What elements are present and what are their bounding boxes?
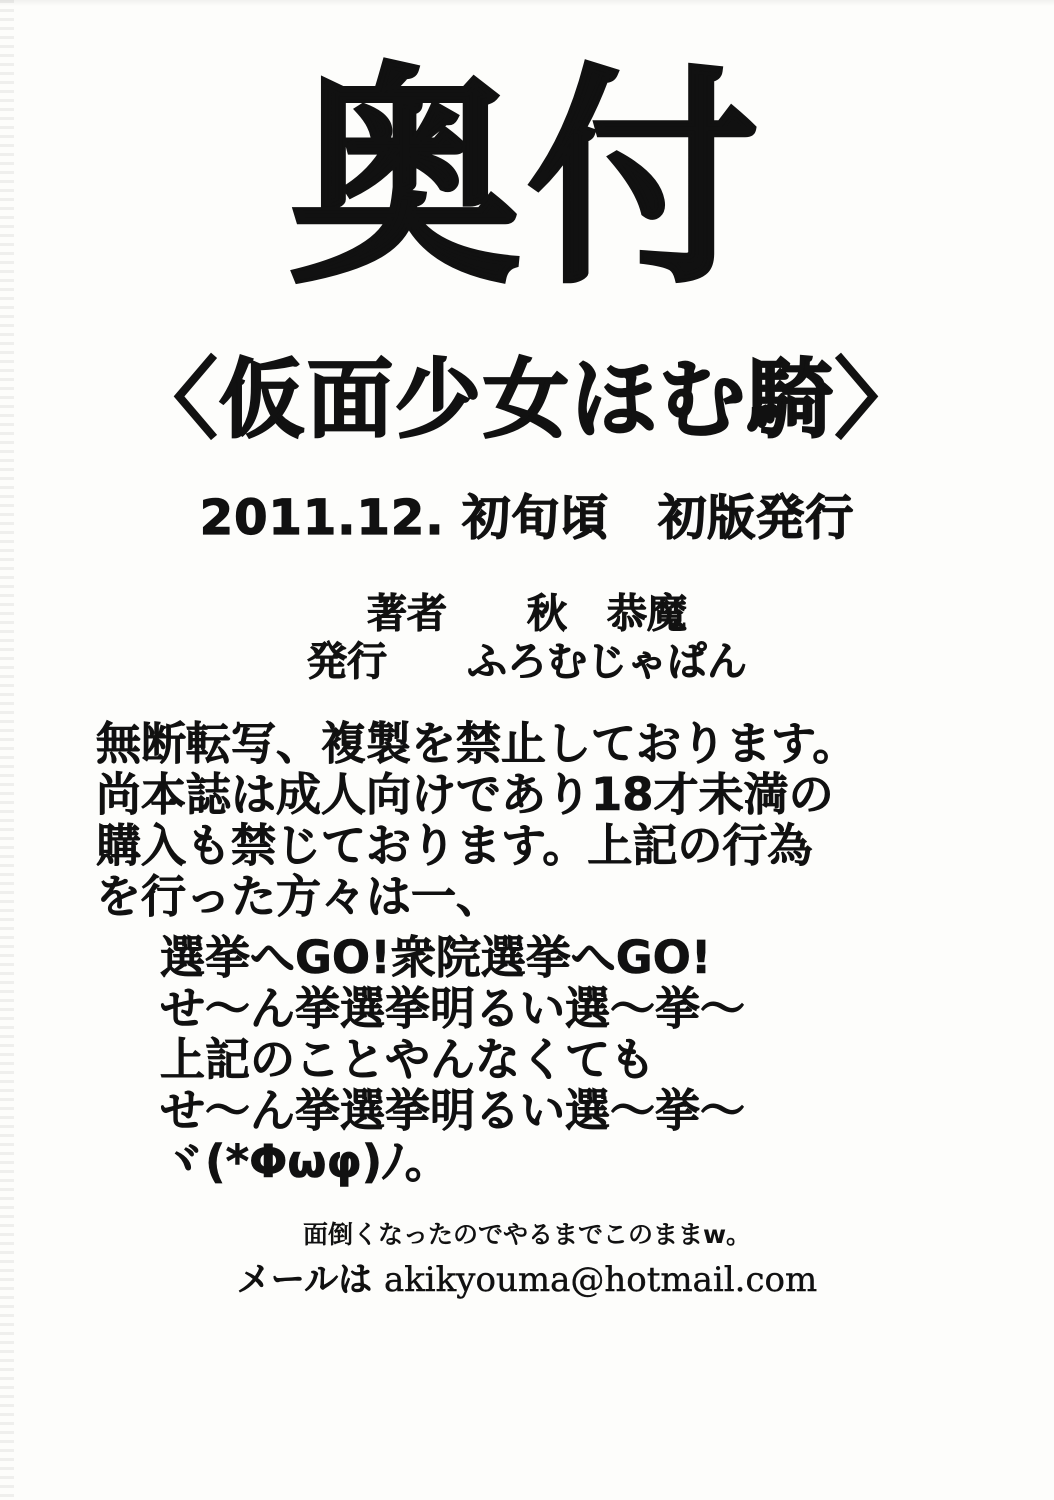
notice-line: 無断転写、複製を禁止しております。 bbox=[96, 717, 858, 770]
footnote-text: 面倒くなったのでやるまでこのままw。 bbox=[302, 1220, 752, 1249]
mail-label: メールは bbox=[236, 1260, 373, 1300]
chant-emoticon: ヾ(*Φωφ)ﾉ。 bbox=[160, 1135, 450, 1188]
credit-publisher: 発行 ふろむじゃぱん bbox=[307, 639, 747, 685]
chant-block bbox=[160, 932, 960, 1187]
notice-line: 尚本誌は成人向けであり18才未満の bbox=[96, 768, 834, 821]
notice-line: 購入も禁じております。上記の行為 bbox=[96, 819, 813, 872]
chant-line: 選挙へGO!衆院選挙へGO! bbox=[160, 931, 712, 984]
chant-line: せ〜ん挙選挙明るい選〜挙〜 bbox=[160, 1084, 746, 1137]
credits-block bbox=[0, 590, 1054, 686]
chant-line: 上記のことやんなくても bbox=[160, 1033, 656, 1086]
work-title: 〈仮面少女ほむ騎〉 bbox=[131, 350, 923, 450]
mail-line bbox=[0, 1258, 1054, 1302]
mail-address: akikyouma@hotmail.com bbox=[383, 1260, 818, 1300]
copyright-notice bbox=[96, 718, 958, 922]
notice-line: を行った方々は一、 bbox=[96, 870, 502, 923]
chant-line: せ〜ん挙選挙明るい選〜挙〜 bbox=[160, 982, 746, 1035]
credit-author: 著者 秋 恭魔 bbox=[367, 591, 687, 637]
publication-date: 2011.12. 初旬頃 初版発行 bbox=[199, 490, 855, 546]
page-title: 奥付 bbox=[288, 45, 765, 315]
